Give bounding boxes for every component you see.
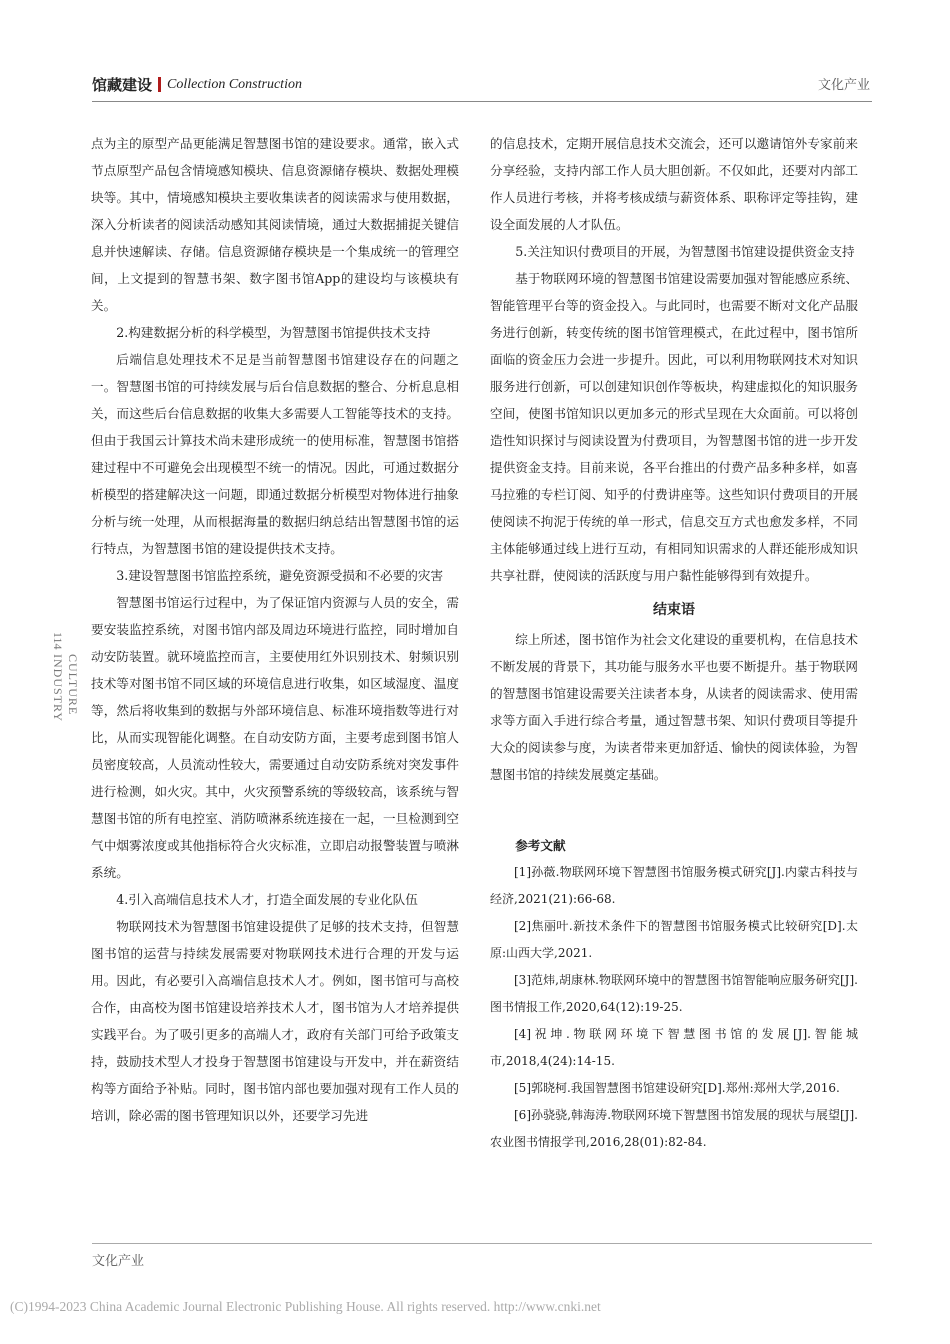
section-header [92, 74, 302, 95]
paragraph: 的信息技术，定期开展信息技术交流会，还可以邀请馆外专家前来分享经验，支持内部工作人员大胆创新。不仅如此，还要对内部工作人员进行考核，并将考核成绩与薪资体系、职称评定等挂钩，建设全面发展的人才队伍。 [490, 136, 858, 232]
right-column [490, 130, 858, 1156]
copyright-notice: (C)1994-2023 China Academic Journal Electronic Publishing House. All rights reserved. http://www.cnki.net [10, 1299, 601, 1314]
reference-item: 参考文献 [515, 838, 566, 853]
side-margin [40, 632, 80, 782]
paragraph: 物联网技术为智慧图书馆建设提供了足够的技术支持，但智慧图书馆的运营与持续发展需要对物联网技术进行合理的开发与运用。因此，有必要引入高端信息技术人才。例如，图书馆可与高校合作，由高校为图书馆建设培养技术人才，图书馆为人才培养提供实践平台。为了吸引更多的高端人才，政府有关部门可给予政策支持，鼓励技术型人才投身于智慧图书馆建设与开发中，并在薪资结构等方面给予补贴。同时，图书馆内部也要加强对现有工作人员的培训，除必需的图书管理知识以外，还要学习先进 [91, 919, 459, 1123]
reference-item: [2]焦丽叶.新技术条件下的智慧图书馆服务模式比较研究[D].太原:山西大学,2021. [490, 919, 858, 960]
reference-item: [6]孙骁骁,韩海涛.物联网环境下智慧图书馆发展的现状与展望[J].农业图书情报学刊,2016,28(01):82-84. [490, 1108, 858, 1149]
paragraph: 3.建设智慧图书馆监控系统，避免资源受损和不必要的灾害 [116, 568, 444, 583]
footer-rule [92, 1243, 872, 1244]
paragraph: 后端信息处理技术不足是当前智慧图书馆建设存在的问题之一。智慧图书馆的可持续发展与后台信息数据的整合、分析息息相关，而这些后台信息数据的收集大多需要人工智能等技术的支持。但由于我国云计算技术尚未建形成统一的使用标准，智慧图书馆搭建过程中不可避免会出现模型不统一的情况。因此，可通过数据分析模型的搭建解决这一问题，即通过数据分析模型对物体进行抽象分析与统一处理，从而根据海量的数据归纳总结出智慧图书馆的运行特点，为智慧图书馆的建设提供技术支持。 [91, 352, 459, 556]
section-title-cn: 馆藏建设 [92, 76, 153, 94]
paragraph: 5.关注知识付费项目的开展，为智慧图书馆建设提供资金支持 [515, 244, 855, 259]
paragraph: 4.引入高端信息技术人才，打造全面发展的专业化队伍 [116, 892, 418, 907]
reference-item: [4]祝坤.物联网环境下智慧图书馆的发展[J].智能城市,2018,4(24):14-15. [490, 1027, 858, 1068]
journal-name-vertical: CULTURE INDUSTRY [51, 654, 80, 723]
paragraph: 基于物联网环境的智慧图书馆建设需要加强对智能感应系统、智能管理平台等的资金投入。与此同时，也需要不断对文化产品服务进行创新，转变传统的图书馆管理模式，在此过程中，图书馆所面临的资金压力会进一步提升。因此，可以利用物联网技术对知识服务进行创新，可以创建知识创作等板块，构建虚拟化的知识服务空间，使图书馆知识以更加多元的形式呈现在大众面前。可以将创造性知识探讨与阅读设置为付费项目，为智慧图书馆的进一步开发提供资金支持。目前来说，各平台推出的付费产品多种多样，如喜马拉雅的专栏订阅、知乎的付费讲座等。这些知识付费项目的开展使阅读不拘泥于传统的单一形式，信息交互方式也愈发多样，不同主体能够通过线上进行互动，有相同知识需求的人群还能形成知识共享社群，使阅读的活跃度与用户黏性能够得到有效提升。 [490, 271, 858, 583]
left-column [91, 130, 459, 1129]
journal-name-footer: 文化产业 [92, 1254, 145, 1269]
paragraph: 智慧图书馆运行过程中，为了保证馆内资源与人员的安全，需要安装监控系统，对图书馆内部及周边环境进行监控，同时增加自动安防装置。就环境监控而言，主要使用红外识别技术、射频识别技术等对图书馆不同区域的环境信息进行收集，如区域湿度、温度等，然后将收集到的数据与外部环境信息、标准环境指数等进行对比，从而实现智能化调整。在自动安防方面，主要考虑到图书馆人员密度较高，人员流动性较大，需要通过自动安防系统对突发事件进行检测，如火灾。其中，火灾预警系统的等级较高，该系统与智慧图书馆的所有电控室、消防喷淋系统连接在一起，一旦检测到空气中烟雾浓度或其他指标符合火灾标准，立即启动报警装置与喷淋系统。 [91, 595, 459, 880]
paragraph: 点为主的原型产品更能满足智慧图书馆的建设要求。通常，嵌入式节点原型产品包含情境感知模块、信息资源储存模块、数据处理模块等。其中，情境感知模块主要收集读者的阅读需求与使用数据，深入分析读者的阅读活动感知其阅读情境，通过大数据捕捉关键信息并快速解读、存储。信息资源储存模块是一个集成统一的管理空间，上文提到的智慧书架、数字图书馆App的建设均与该模块有关。 [91, 136, 459, 313]
section-title-en: Collection Construction [167, 76, 302, 92]
page-number: 114 [51, 632, 65, 650]
journal-name-header: 文化产业 [817, 78, 870, 93]
reference-item: [3]范炜,胡康林.物联网环境中的智慧图书馆智能响应服务研究[J].图书情报工作,2020,64(12):19-25. [490, 973, 858, 1014]
reference-item: [5]郭晓柯.我国智慧图书馆建设研究[D].郑州:郑州大学,2016. [514, 1081, 840, 1095]
paragraph: 2.构建数据分析的科学模型，为智慧图书馆提供技术支持 [116, 325, 431, 340]
reference-item: [1]孙薇.物联网环境下智慧图书馆服务模式研究[J].内蒙古科技与经济,2021(21):66-68. [490, 865, 858, 906]
section-heading: 结束语 [653, 602, 695, 618]
header-rule [92, 101, 872, 102]
paragraph: 综上所述，图书馆作为社会文化建设的重要机构，在信息技术不断发展的背景下，其功能与服务水平也要不断提升。基于物联网的智慧图书馆建设需要关注读者本身，从读者的阅读需求、使用需求等方面入手进行综合考量，通过智慧书架、知识付费项目等提升大众的阅读参与度，为读者带来更加舒适、愉快的阅读体验，为智慧图书馆的持续发展奠定基础。 [490, 632, 858, 782]
header-divider-bar [158, 77, 161, 92]
